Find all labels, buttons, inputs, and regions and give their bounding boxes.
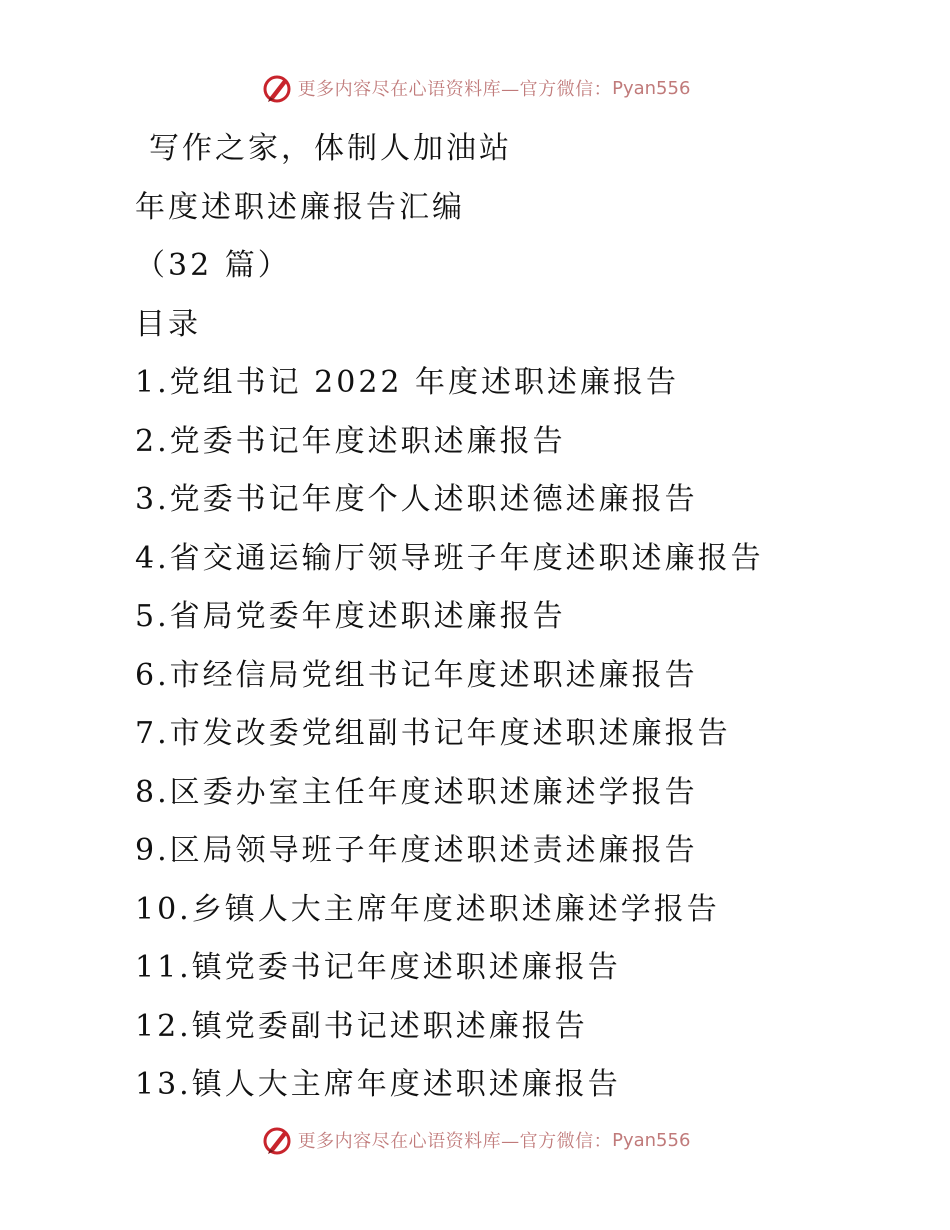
toc-item[interactable]: 6.市经信局党组书记年度述职述廉报告: [135, 657, 698, 693]
document-body: [135, 120, 915, 1115]
toc-item[interactable]: 8.区委办室主任年度述职述廉述学报告: [135, 774, 698, 810]
document-count: （32 篇）: [135, 248, 291, 283]
toc-item[interactable]: 13.镇人大主席年度述职述廉报告: [135, 1067, 621, 1102]
toc-item[interactable]: 11.镇党委书记年度述职述廉报告: [135, 950, 621, 985]
header-watermark-banner: [0, 68, 950, 108]
toc-item[interactable]: 9.区局领导班子年度述职述责述廉报告: [135, 833, 698, 868]
toc-item[interactable]: 3.党委书记年度个人述职述德述廉报告: [135, 482, 698, 517]
pen-logo-icon: [260, 71, 294, 105]
toc-item[interactable]: 7.市发改委党组副书记年度述职述廉报告: [135, 716, 731, 751]
toc-list: [135, 354, 915, 1115]
toc-item[interactable]: 2.党委书记年度述职述廉报告: [135, 423, 566, 459]
toc-item[interactable]: 4.省交通运输厅领导班子年度述职述廉报告: [135, 540, 764, 576]
banner-text: 更多内容尽在心语资料库—官方微信：: [297, 79, 613, 100]
banner-wechat-id: Pyan556: [612, 77, 691, 99]
pen-logo-icon: [260, 1123, 294, 1157]
toc-item[interactable]: 1.党组书记 2022 年度述职述廉报告: [135, 365, 680, 400]
toc-item[interactable]: 12.镇党委副书记述职述廉报告: [135, 1008, 588, 1044]
document-title: 年度述职述廉报告汇编: [135, 189, 465, 225]
toc-item[interactable]: 10.乡镇人大主席年度述职述廉述学报告: [135, 891, 720, 927]
toc-item[interactable]: 5.省局党委年度述职述廉报告: [135, 599, 566, 634]
banner-text: 更多内容尽在心语资料库—官方微信：: [297, 1131, 613, 1152]
toc-heading: 目录: [135, 306, 201, 342]
document-subtitle: 写作之家，体制人加油站: [149, 131, 512, 166]
footer-watermark-banner: [0, 1120, 950, 1160]
banner-wechat-id: Pyan556: [612, 1129, 691, 1151]
